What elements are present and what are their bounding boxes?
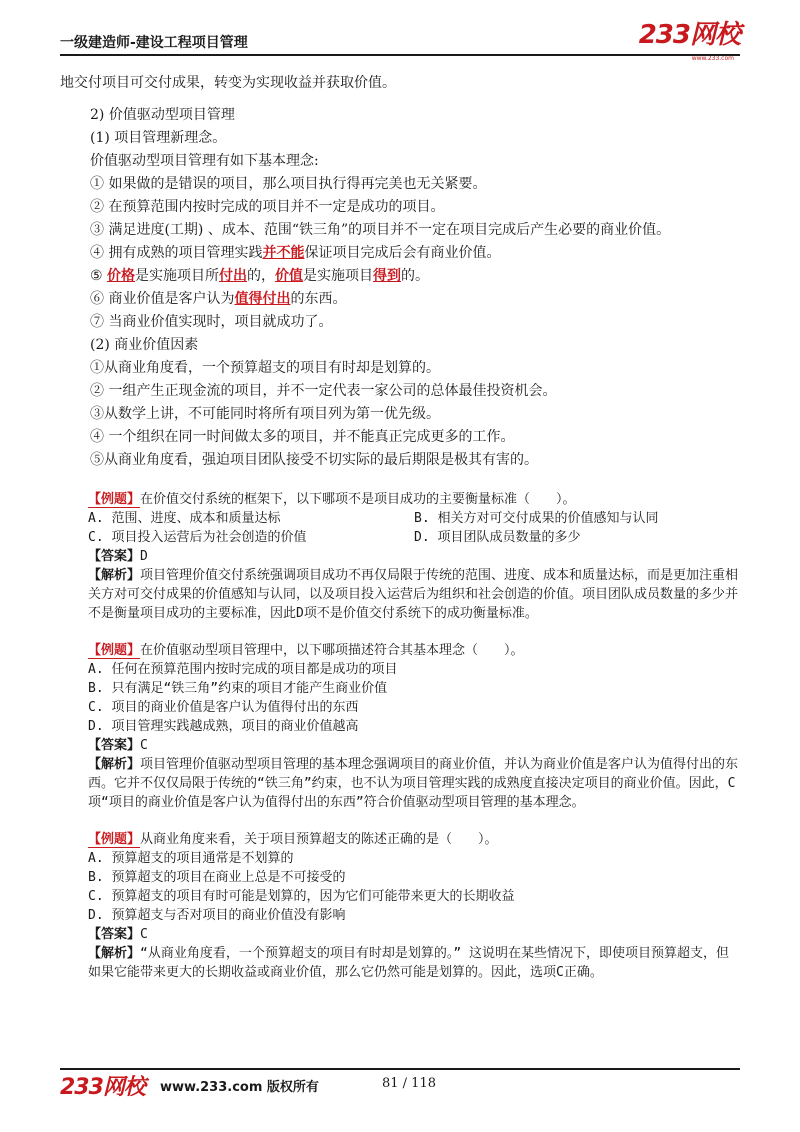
principle-2: ② 在预算范围内按时完成的项目并不一定是成功的项目。 [90,199,445,215]
analysis: 【解析】“从商业角度看，一个预算超支的项目有时却是划算的。” 这说明在某些情况下，即使项目预算超支，但如果它能带来更大的长期收益或商业价值，那么它仍然可能是划算的。因此，选项C正确。 [88,946,729,980]
subsection-intro: 价值驱动型项目管理有如下基本理念: [90,153,319,169]
answer: 【答案】D [88,549,148,564]
logo-url: www.233.com [691,55,734,62]
principle-1: ① 如果做的是错误的项目，那么项目执行得再完美也无关紧要。 [90,176,487,192]
factor-5: ⑤从商业角度看，强迫项目团队接受不切实际的最后期限是极其有害的。 [90,452,538,468]
option-b: B. 相关方对可交付成果的价值感知与认同 [414,511,659,526]
highlight-not-guarantee: 并不能 [262,245,305,261]
principle-3: ③ 满足进度(工期) 、成本、范围“铁三角”的项目并不一定在项目完成后产生必要的商业价值。 [90,222,671,238]
option-c: C. 预算超支的项目有时可能是划算的，因为它们可能带来更大的长期收益 [88,889,515,904]
example-question-3 [60,830,740,982]
option-c: C. 项目投入运营后为社会创造的价值 [88,530,307,545]
factor-4: ④ 一个组织在同一时间做太多的项目，并不能真正完成更多的工作。 [90,429,515,445]
principle-6: ⑥ 商业价值是客户认为值得付出的东西。 [90,291,347,307]
example-tag: 【例题】 [88,492,141,507]
subsection-title-2: (2) 商业价值因素 [90,337,199,353]
footer-copyright: www.233.com 版权所有 [160,1080,319,1095]
option-d: D. 项目团队成员数量的多少 [414,530,581,545]
option-c: C. 项目的商业价值是客户认为值得付出的东西 [88,700,359,715]
page-header [60,20,740,62]
question-stem: 【例题】从商业角度来看，关于项目预算超支的陈述正确的是（ ）。 [88,832,498,847]
example-question-1 [60,490,740,623]
brand-logo: 233网校 www.233.com [639,22,740,48]
header-divider [60,54,740,56]
highlight-pay: 付出 [219,268,248,284]
section-title: 2) 价值驱动型项目管理 [90,107,235,123]
subsection-title-1: (1) 项目管理新理念。 [90,130,227,146]
answer: 【答案】C [88,927,148,942]
page-footer [60,1074,740,1100]
footer-divider [60,1068,740,1070]
factor-1: ①从商业角度看，一个预算超支的项目有时却是划算的。 [90,360,440,376]
option-b: B. 只有满足“铁三角”约束的项目才能产生商业价值 [88,681,388,696]
option-b: B. 预算超支的项目在商业上总是不可接受的 [88,870,346,885]
options-row [60,509,740,528]
option-a: A. 范围、进度、成本和质量达标 [88,511,281,526]
option-a: A. 任何在预算范围内按时完成的项目都是成功的项目 [88,662,398,677]
document-body [60,72,740,982]
option-a: A. 预算超支的项目通常是不划算的 [88,851,294,866]
footer-logo: 233网校 [60,1075,145,1100]
answer: 【答案】C [88,738,148,753]
example-question-2 [60,641,740,812]
highlight-price: 价格 [107,268,136,284]
question-stem: 【例题】在价值交付系统的框架下，以下哪项不是项目成功的主要衡量标准（ ）。 [88,492,576,507]
highlight-worth-paying: 值得付出 [234,291,291,307]
highlight-value: 价值 [275,268,304,284]
page-number: 81 / 118 [382,1076,436,1091]
header-title: 一级建造师-建设工程项目管理 [60,35,248,51]
example-tag: 【例题】 [88,832,141,847]
factor-2: ② 一组产生正现金流的项目，并不一定代表一家公司的总体最佳投资机会。 [90,383,557,399]
option-d: D. 预算超支与否对项目的商业价值没有影响 [88,908,346,923]
intro-text: 地交付项目可交付成果，转变为实现收益并获取价值。 [60,75,396,91]
highlight-gain: 得到 [373,268,402,284]
example-tag: 【例题】 [88,643,141,658]
principle-7: ⑦ 当商业价值实现时，项目就成功了。 [90,314,333,330]
analysis: 【解析】项目管理价值交付系统强调项目成功不再仅局限于传统的范围、进度、成本和质量达标，而是更加注重相关方对可交付成果的价值感知与认同，以及项目投入运营后为组织和社会创造的价值。项目团队成员数量的多少并不是衡量项目成功的主要标准，因此D项不是价值交付系统下的成功衡量标准。 [88,568,739,621]
principle-4: ④ 拥有成熟的项目管理实践并不能保证项目完成后会有商业价值。 [90,245,501,261]
question-stem: 【例题】在价值驱动型项目管理中，以下哪项描述符合其基本理念（ ）。 [88,643,524,658]
option-d: D. 项目管理实践越成熟，项目的商业价值越高 [88,719,359,734]
factor-3: ③从数学上讲，不可能同时将所有项目列为第一优先级。 [90,406,440,422]
options-row [60,528,740,547]
analysis: 【解析】项目管理价值驱动型项目管理的基本理念强调项目的商业价值，并认为商业价值是客户认为值得付出的东西。它并不仅仅局限于传统的“铁三角”约束，也不认为项目管理实践的成熟度直接决定项目的商业价值。因此，C项“项目的商业价值是客户认为值得付出的东西”符合价值驱动型项目管理的基本理念。 [88,757,739,810]
principle-5: ⑤ 价格是实施项目所付出的，价值是实施项目得到的。 [90,268,430,284]
